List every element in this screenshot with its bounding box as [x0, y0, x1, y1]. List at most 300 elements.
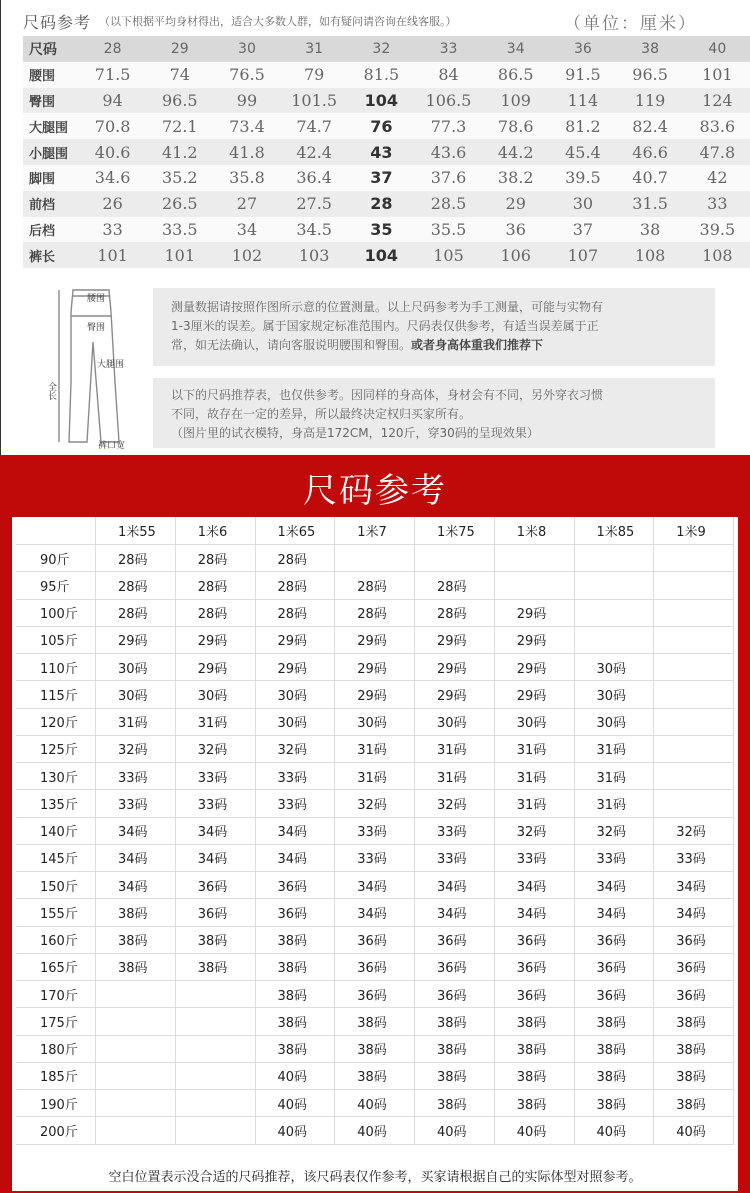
- size-cell: 41.8: [213, 139, 280, 165]
- size-row-label: 小腿围: [23, 139, 79, 165]
- size-recommendation-cell: 33码: [256, 790, 336, 817]
- height-weight-size-table: [16, 517, 734, 1145]
- size-recommendation-cell: [96, 1117, 176, 1144]
- size-recommendation-cell: 34码: [96, 818, 176, 845]
- size-cell: 104: [348, 88, 415, 114]
- size-recommendation-cell: 32码: [256, 736, 336, 763]
- size-recommendation-cell: 40码: [256, 1090, 336, 1117]
- size-recommendation-cell: 30码: [575, 654, 655, 681]
- size-header-cell: 38: [617, 36, 684, 62]
- size-recommendation-cell: [654, 763, 734, 790]
- size-cell: 108: [684, 242, 750, 268]
- size-chart-title: 尺码参考: [23, 12, 92, 32]
- size-cell: 105: [415, 242, 482, 268]
- weight-label: 105斤: [16, 627, 96, 654]
- size-recommendation-cell: 28码: [335, 600, 415, 627]
- size-cell: 34.6: [79, 165, 146, 191]
- size-recommendation-cell: 38码: [575, 1063, 655, 1090]
- size-recommendation-cell: 34码: [176, 818, 256, 845]
- weight-row: [16, 927, 734, 954]
- size-recommendation-cell: 29码: [415, 681, 495, 708]
- size-recommendation-cell: [575, 572, 655, 599]
- weight-label: 165斤: [16, 954, 96, 981]
- size-cell: 81.2: [549, 113, 616, 139]
- size-recommendation-cell: [96, 1090, 176, 1117]
- recommendation-panel: [12, 517, 738, 1191]
- size-cell: 73.4: [213, 113, 280, 139]
- size-row: [23, 165, 750, 191]
- size-header-cell: 40: [684, 36, 750, 62]
- size-cell: 106.5: [415, 88, 482, 114]
- size-recommendation-cell: 31码: [335, 736, 415, 763]
- size-recommendation-cell: 38码: [495, 1063, 575, 1090]
- size-row: [23, 191, 750, 217]
- size-cell: 26: [79, 191, 146, 217]
- diagram-label-waist: 腰围: [87, 294, 106, 304]
- size-recommendation-cell: 29码: [415, 627, 495, 654]
- size-cell: 96.5: [617, 62, 684, 88]
- diagram-label-hem: 裤口宽: [98, 441, 126, 451]
- size-recommendation-cell: 36码: [176, 872, 256, 899]
- size-recommendation-cell: 34码: [335, 872, 415, 899]
- weight-label: 170斤: [16, 981, 96, 1008]
- weight-label: 155斤: [16, 899, 96, 926]
- size-cell: 35: [348, 217, 415, 243]
- size-recommendation-cell: 34码: [415, 872, 495, 899]
- size-recommendation-cell: 28码: [176, 600, 256, 627]
- size-recommendation-cell: [176, 1036, 256, 1063]
- weight-row: [16, 600, 734, 627]
- size-recommendation-cell: 34码: [96, 845, 176, 872]
- weight-label: 180斤: [16, 1036, 96, 1063]
- size-recommendation-cell: 34码: [654, 899, 734, 926]
- size-cell: 103: [281, 242, 348, 268]
- size-cell: 101.5: [281, 88, 348, 114]
- size-cell: 74: [146, 62, 213, 88]
- size-recommendation-cell: 38码: [96, 899, 176, 926]
- size-recommendation-cell: 38码: [575, 1036, 655, 1063]
- size-recommendation-cell: 33码: [495, 845, 575, 872]
- height-header-cell: 1米8: [495, 517, 575, 545]
- size-cell: 108: [617, 242, 684, 268]
- size-recommendation-cell: 34码: [256, 845, 336, 872]
- height-header-cell: 1米6: [176, 517, 256, 545]
- size-cell: 91.5: [549, 62, 616, 88]
- size-recommendation-cell: 38码: [654, 1090, 734, 1117]
- size-recommendation-cell: 34码: [415, 899, 495, 926]
- size-recommendation-cell: 38码: [495, 1036, 575, 1063]
- weight-label: 145斤: [16, 845, 96, 872]
- weight-label: 185斤: [16, 1063, 96, 1090]
- weight-row: [16, 1063, 734, 1090]
- size-recommendation-cell: [96, 1036, 176, 1063]
- weight-label: 130斤: [16, 763, 96, 790]
- weight-label: 190斤: [16, 1090, 96, 1117]
- size-cell: 84: [415, 62, 482, 88]
- weight-row: [16, 899, 734, 926]
- size-recommendation-cell: 31码: [575, 763, 655, 790]
- size-recommendation-cell: 38码: [495, 1090, 575, 1117]
- weight-row: [16, 1008, 734, 1035]
- size-cell: 109: [482, 88, 549, 114]
- weight-row: [16, 790, 734, 817]
- size-recommendation-cell: 32码: [495, 818, 575, 845]
- size-row: [23, 139, 750, 165]
- size-cell: 34: [213, 217, 280, 243]
- size-recommendation-cell: 38码: [335, 1008, 415, 1035]
- size-recommendation-cell: 38码: [176, 927, 256, 954]
- height-header-cell: 1米85: [575, 517, 655, 545]
- size-recommendation-cell: 38码: [575, 1090, 655, 1117]
- size-row-label: 大腿围: [23, 113, 79, 139]
- size-recommendation-cell: 33码: [335, 845, 415, 872]
- size-recommendation-cell: [495, 545, 575, 572]
- size-recommendation-cell: 36码: [415, 981, 495, 1008]
- size-recommendation-cell: 32码: [575, 818, 655, 845]
- size-recommendation-cell: 38码: [96, 954, 176, 981]
- size-recommendation-cell: 40码: [495, 1117, 575, 1144]
- size-row-label: 腰围: [23, 62, 79, 88]
- weight-row: [16, 545, 734, 572]
- size-recommendation-cell: 38码: [415, 1008, 495, 1035]
- size-recommendation-cell: 31码: [96, 709, 176, 736]
- size-recommendation-cell: 38码: [495, 1008, 575, 1035]
- size-recommendation-cell: 38码: [415, 1090, 495, 1117]
- weight-label: 175斤: [16, 1008, 96, 1035]
- size-recommendation-cell: 32码: [415, 790, 495, 817]
- size-recommendation-cell: 34码: [176, 845, 256, 872]
- weight-row: [16, 627, 734, 654]
- size-header-cell: 36: [549, 36, 616, 62]
- size-recommendation-cell: [575, 545, 655, 572]
- size-recommendation-cell: 30码: [176, 681, 256, 708]
- size-cell: 40.7: [617, 165, 684, 191]
- size-chart-header: [23, 6, 750, 36]
- size-row-label: 脚围: [23, 165, 79, 191]
- size-recommendation-cell: [654, 736, 734, 763]
- size-row-label: 臀围: [23, 88, 79, 114]
- size-recommendation-cell: 29码: [335, 654, 415, 681]
- size-recommendation-cell: 29码: [335, 681, 415, 708]
- weight-row: [16, 1117, 734, 1144]
- size-recommendation-cell: 31码: [495, 790, 575, 817]
- size-header-label: 尺码: [23, 36, 79, 62]
- size-cell: 27.5: [281, 191, 348, 217]
- size-recommendation-cell: 28码: [415, 600, 495, 627]
- size-recommendation-cell: 29码: [176, 627, 256, 654]
- size-recommendation-cell: 36码: [654, 927, 734, 954]
- height-header-row: [16, 517, 734, 545]
- size-recommendation-cell: 33码: [176, 790, 256, 817]
- size-recommendation-cell: 30码: [575, 709, 655, 736]
- size-cell: 40.6: [79, 139, 146, 165]
- size-recommendation-cell: 29码: [495, 600, 575, 627]
- size-recommendation-cell: 28码: [96, 545, 176, 572]
- size-recommendation-cell: 36码: [495, 981, 575, 1008]
- size-row: [23, 242, 750, 268]
- weight-label: 120斤: [16, 709, 96, 736]
- size-recommendation-cell: [176, 1063, 256, 1090]
- size-cell: 119: [617, 88, 684, 114]
- size-recommendation-cell: 29码: [96, 627, 176, 654]
- size-cell: 39.5: [549, 165, 616, 191]
- height-header-cell: 1米9: [654, 517, 734, 545]
- size-row: [23, 217, 750, 243]
- size-chart-note: （以下根据平均身材得出，适合大多数人群，如有疑问请咨询在线客服。）: [99, 15, 457, 28]
- size-recommendation-cell: 31码: [495, 763, 575, 790]
- size-cell: 124: [684, 88, 750, 114]
- size-recommendation-cell: 40码: [335, 1090, 415, 1117]
- size-recommendation-cell: 30码: [96, 681, 176, 708]
- size-recommendation-cell: 32码: [176, 736, 256, 763]
- size-cell: 30: [549, 191, 616, 217]
- size-recommendation-cell: 32码: [654, 818, 734, 845]
- size-recommendation-cell: [495, 572, 575, 599]
- size-recommendation-cell: 34码: [654, 872, 734, 899]
- size-recommendation-cell: 33码: [176, 763, 256, 790]
- size-recommendation-cell: 33码: [256, 763, 336, 790]
- size-recommendation-cell: 38码: [176, 954, 256, 981]
- size-recommendation-cell: [96, 1063, 176, 1090]
- size-cell: 31.5: [617, 191, 684, 217]
- size-cell: 36.4: [281, 165, 348, 191]
- size-recommendation-cell: [176, 1090, 256, 1117]
- size-recommendation-cell: 38码: [415, 1036, 495, 1063]
- size-recommendation-cell: 30码: [256, 681, 336, 708]
- size-recommendation-cell: [654, 600, 734, 627]
- recommendation-footnote: 空白位置表示没合适的尺码推荐，该尺码表仅作参考，买家请根据自己的实际体型对照参考。: [108, 1170, 642, 1185]
- size-recommendation-cell: [176, 1117, 256, 1144]
- size-recommendation-cell: 38码: [575, 1008, 655, 1035]
- size-recommendation-cell: 38码: [335, 1063, 415, 1090]
- size-cell: 101: [684, 62, 750, 88]
- size-cell: 114: [549, 88, 616, 114]
- size-recommendation-cell: 29码: [495, 654, 575, 681]
- size-cell: 28.5: [415, 191, 482, 217]
- size-recommendation-cell: 32码: [96, 736, 176, 763]
- weight-row: [16, 681, 734, 708]
- size-cell: 74.7: [281, 113, 348, 139]
- size-measurement-table: [23, 36, 750, 268]
- size-cell: 101: [146, 242, 213, 268]
- weight-label: 110斤: [16, 654, 96, 681]
- weight-row: [16, 654, 734, 681]
- weight-row: [16, 981, 734, 1008]
- size-cell: 34.5: [281, 217, 348, 243]
- size-recommendation-cell: 28码: [96, 572, 176, 599]
- size-recommendation-cell: 29码: [415, 654, 495, 681]
- size-recommendation-cell: 36码: [335, 981, 415, 1008]
- size-recommendation-cell: [654, 572, 734, 599]
- size-header-cell: 30: [213, 36, 280, 62]
- size-cell: 70.8: [79, 113, 146, 139]
- size-cell: 35.2: [146, 165, 213, 191]
- size-recommendation-cell: 28码: [256, 545, 336, 572]
- size-cell: 33.5: [146, 217, 213, 243]
- size-recommendation-cell: 30码: [495, 709, 575, 736]
- corner-cell: [16, 517, 96, 545]
- weight-row: [16, 1036, 734, 1063]
- size-recommendation-cell: 38码: [96, 927, 176, 954]
- size-recommendation-cell: 30码: [415, 709, 495, 736]
- size-cell: 76.5: [213, 62, 280, 88]
- size-recommendation-cell: [654, 709, 734, 736]
- size-cell: 38.2: [482, 165, 549, 191]
- size-cell: 82.4: [617, 113, 684, 139]
- size-cell: 94: [79, 88, 146, 114]
- size-recommendation-cell: 28码: [256, 572, 336, 599]
- size-cell: 46.6: [617, 139, 684, 165]
- size-recommendation-cell: 32码: [335, 790, 415, 817]
- size-cell: 83.6: [684, 113, 750, 139]
- size-recommendation-cell: 28码: [96, 600, 176, 627]
- size-cell: 101: [79, 242, 146, 268]
- diagram-label-length: 全长: [46, 382, 56, 400]
- size-recommendation-cell: 29码: [256, 654, 336, 681]
- size-recommendation-cell: 40码: [256, 1063, 336, 1090]
- size-recommendation-cell: 30码: [335, 709, 415, 736]
- size-cell: 71.5: [79, 62, 146, 88]
- size-cell: 38: [617, 217, 684, 243]
- size-cell: 28: [348, 191, 415, 217]
- size-cell: 104: [348, 242, 415, 268]
- size-recommendation-cell: 33码: [96, 763, 176, 790]
- size-recommendation-cell: 34码: [495, 872, 575, 899]
- diagram-label-hip: 臀围: [87, 323, 106, 333]
- size-recommendation-cell: [96, 981, 176, 1008]
- weight-row: [16, 954, 734, 981]
- height-header-cell: 1米75: [415, 517, 495, 545]
- size-recommendation-cell: [654, 545, 734, 572]
- size-cell: 29: [482, 191, 549, 217]
- size-recommendation-cell: 33码: [415, 845, 495, 872]
- size-recommendation-cell: 36码: [495, 927, 575, 954]
- size-cell: 78.6: [482, 113, 549, 139]
- size-recommendation-cell: [654, 681, 734, 708]
- size-recommendation-cell: 36码: [256, 872, 336, 899]
- size-cell: 86.5: [482, 62, 549, 88]
- weight-label: 150斤: [16, 872, 96, 899]
- size-chart-section: [0, 0, 750, 455]
- size-cell: 33: [684, 191, 750, 217]
- size-cell: 35.8: [213, 165, 280, 191]
- size-recommendation-cell: 28码: [415, 572, 495, 599]
- size-recommendation-cell: 34码: [256, 818, 336, 845]
- size-recommendation-cell: 40码: [654, 1117, 734, 1144]
- size-cell: 72.1: [146, 113, 213, 139]
- weight-row: [16, 763, 734, 790]
- size-recommendation-cell: 40码: [256, 1117, 336, 1144]
- size-cell: 33: [79, 217, 146, 243]
- size-recommendation-cell: 36码: [654, 954, 734, 981]
- size-row-label: 前档: [23, 191, 79, 217]
- weight-label: 200斤: [16, 1117, 96, 1144]
- size-row-label: 后档: [23, 217, 79, 243]
- size-recommendation-cell: 30码: [96, 654, 176, 681]
- size-cell: 44.2: [482, 139, 549, 165]
- size-recommendation-cell: 31码: [495, 736, 575, 763]
- size-cell: 36: [482, 217, 549, 243]
- size-recommendation-cell: [654, 627, 734, 654]
- weight-label: 125斤: [16, 736, 96, 763]
- size-recommendation-cell: 36码: [575, 927, 655, 954]
- size-recommendation-cell: 38码: [256, 954, 336, 981]
- size-recommendation-cell: [415, 545, 495, 572]
- size-recommendation-cell: 38码: [256, 927, 336, 954]
- recommendation-note: 以下的尺码推荐表，也仅供参考。因同样的身高体，身材会有不同，另外穿衣习惯 不同，故存在一定的差异，所以最终决定权归买家所有。 （图片里的试衣模特，身高是172CM，120斤，穿30码的呈现效果）: [153, 378, 715, 448]
- size-recommendation-cell: [575, 627, 655, 654]
- size-recommendation-cell: 36码: [256, 899, 336, 926]
- size-recommendation-cell: 31码: [575, 790, 655, 817]
- size-recommendation-cell: 38码: [654, 1036, 734, 1063]
- size-recommendation-cell: 38码: [654, 1063, 734, 1090]
- size-recommendation-cell: 33码: [575, 845, 655, 872]
- height-header-cell: 1米7: [335, 517, 415, 545]
- size-cell: 35.5: [415, 217, 482, 243]
- weight-row: [16, 1090, 734, 1117]
- recommendation-title: 尺码参考: [303, 471, 447, 511]
- size-cell: 107: [549, 242, 616, 268]
- size-recommendation-cell: [176, 1008, 256, 1035]
- size-recommendation-cell: 31码: [415, 763, 495, 790]
- size-recommendation-cell: 29码: [335, 627, 415, 654]
- size-recommendation-cell: 36码: [415, 927, 495, 954]
- size-cell: 37: [348, 165, 415, 191]
- size-recommendation-cell: 31码: [575, 736, 655, 763]
- size-header-row: [23, 36, 750, 62]
- size-recommendation-cell: 33码: [96, 790, 176, 817]
- size-recommendation-cell: 29码: [256, 627, 336, 654]
- size-recommendation-cell: 33码: [335, 818, 415, 845]
- size-cell: 26.5: [146, 191, 213, 217]
- size-cell: 79: [281, 62, 348, 88]
- size-recommendation-cell: 38码: [256, 981, 336, 1008]
- size-recommendation-cell: 36码: [335, 954, 415, 981]
- size-recommendation-cell: 38码: [654, 1008, 734, 1035]
- size-cell: 37: [549, 217, 616, 243]
- diagram-label-thigh: 大腿围: [97, 360, 125, 370]
- size-recommendation-cell: 38码: [335, 1036, 415, 1063]
- size-cell: 43: [348, 139, 415, 165]
- size-recommendation-cell: 38码: [415, 1063, 495, 1090]
- size-cell: 41.2: [146, 139, 213, 165]
- size-recommendation-cell: 34码: [575, 899, 655, 926]
- size-recommendation-cell: [654, 790, 734, 817]
- size-recommendation-cell: 36码: [335, 927, 415, 954]
- size-recommendation-cell: 30码: [575, 681, 655, 708]
- size-cell: 42: [684, 165, 750, 191]
- size-recommendation-cell: [96, 1008, 176, 1035]
- size-recommendation-cell: 31码: [335, 763, 415, 790]
- size-cell: 45.4: [549, 139, 616, 165]
- weight-label: 135斤: [16, 790, 96, 817]
- size-cell: 96.5: [146, 88, 213, 114]
- size-cell: 43.6: [415, 139, 482, 165]
- size-header-cell: 34: [482, 36, 549, 62]
- weight-label: 95斤: [16, 572, 96, 599]
- size-recommendation-cell: [575, 600, 655, 627]
- size-header-cell: 28: [79, 36, 146, 62]
- size-recommendation-cell: [654, 654, 734, 681]
- size-recommendation-cell: 40码: [335, 1117, 415, 1144]
- size-cell: 42.4: [281, 139, 348, 165]
- size-cell: 81.5: [348, 62, 415, 88]
- size-recommendation-cell: 36码: [415, 954, 495, 981]
- size-cell: 99: [213, 88, 280, 114]
- size-recommendation-cell: 36码: [575, 981, 655, 1008]
- weight-row: [16, 845, 734, 872]
- size-recommendation-cell: 40码: [415, 1117, 495, 1144]
